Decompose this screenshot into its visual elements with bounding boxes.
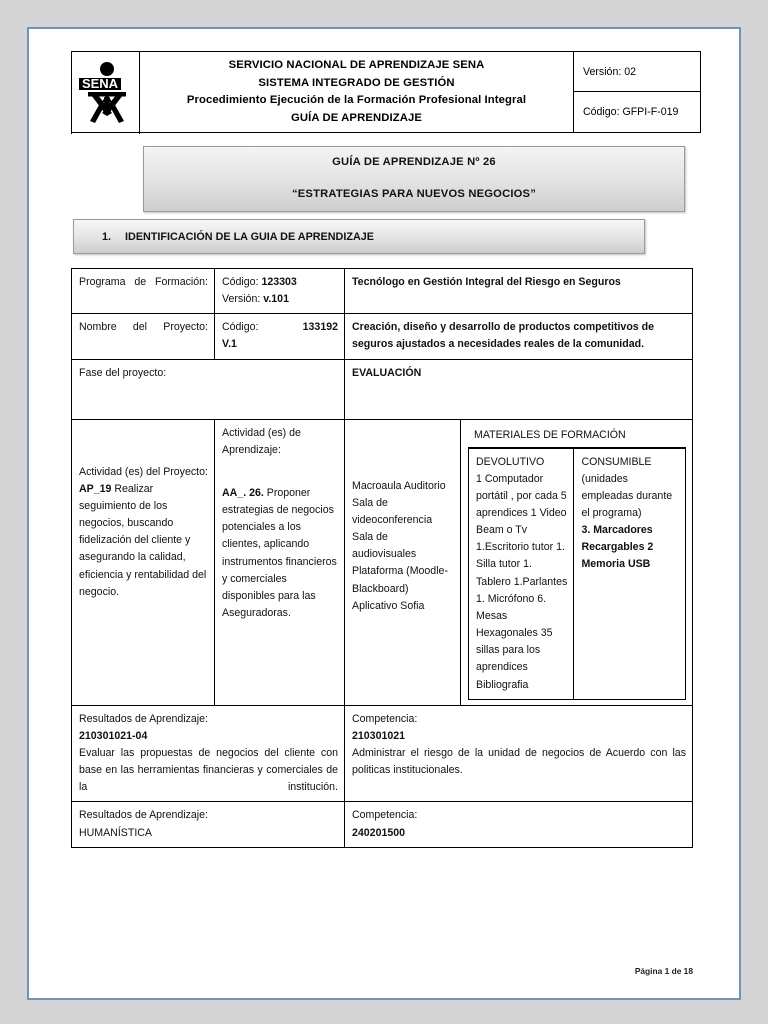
- logo-cell: [72, 52, 140, 133]
- competencia-1-cell: [345, 705, 693, 802]
- spacer: [222, 459, 338, 485]
- sena-logo-icon: [77, 61, 137, 123]
- resultados-2-cell: [72, 802, 345, 847]
- programa-codigo-line: [222, 274, 338, 291]
- identification-table: [71, 268, 693, 848]
- devolutivo-items: 1 Computador portátil , por cada 5 aprendices 1 Video Beam o Tv 1.Escritorio tutor 1. Silla tutor 1. Tablero 1.Parlantes 1. Micrófono 6. Mesas Hexagonales 35 sillas para los aprendices Bibliografia: [476, 472, 568, 691]
- actividad-proyecto-desc: Realizar seguimiento de los negocios, buscando fidelización del cliente y asegurando la calidad, eficiencia y rentabilidad del negocio.: [79, 482, 207, 598]
- proyecto-nombre-cell: Creación, diseño y desarrollo de productos competitivos de seguros ajustados a necesidades reales de la comunidad.: [345, 314, 693, 359]
- competencia-2-code: 240201500: [352, 826, 406, 839]
- resultados-2-value: HUMANÍSTICA: [79, 826, 152, 839]
- actividad-aprendizaje-code: AA_. 26.: [222, 486, 264, 499]
- document-body: [71, 51, 701, 848]
- materiales-subtable: [468, 448, 686, 700]
- actividad-proyecto-code: AP_19: [79, 482, 112, 495]
- devolutivo-header: DEVOLUTIVO: [476, 455, 545, 468]
- actividad-aprendizaje-text: [222, 485, 338, 622]
- section-header-box: [73, 219, 645, 254]
- fase-label-cell: Fase del proyecto:: [72, 359, 345, 419]
- table-row-resultados-1: [72, 705, 693, 802]
- section-number: 1.: [102, 231, 112, 243]
- consumible-cell: [574, 448, 686, 699]
- guide-title: GUÍA DE APRENDIZAJE Nº 26: [332, 156, 496, 168]
- materiales-cell: [461, 419, 693, 705]
- competencia-1-code: 210301021: [352, 729, 406, 742]
- competencia-2-cell: [345, 802, 693, 847]
- guide-title-box: [143, 146, 685, 212]
- programa-version-line: [222, 291, 338, 308]
- guide-subtitle: “ESTRATEGIAS PARA NUEVOS NEGOCIOS”: [291, 188, 537, 200]
- actividad-aprendizaje-cell: [215, 419, 345, 705]
- resultados-1-cell: [72, 705, 345, 802]
- svg-text:SENA: SENA: [81, 76, 119, 91]
- version-code-cell: [574, 52, 701, 133]
- actividad-proyecto-text: [79, 464, 208, 601]
- proyecto-label: Nombre del Proyecto:: [79, 321, 208, 334]
- section-label: IDENTIFICACIÓN DE LA GUIA DE APRENDIZAJE: [125, 231, 374, 243]
- table-row-programa: [72, 269, 693, 314]
- programa-version-label: Versión:: [222, 293, 264, 306]
- codigo-text: Código: GFPI-F-019: [583, 105, 679, 118]
- actividad-aprendizaje-label: Actividad (es) de Aprendizaje:: [222, 426, 301, 456]
- consumible-items: (unidades empleadas durante el programa): [581, 472, 673, 519]
- resultados-1-label: Resultados de Aprendizaje:: [79, 712, 208, 725]
- programa-codigo-cell: [215, 269, 345, 314]
- proyecto-label-cell: [72, 314, 215, 359]
- ambientes-cell: Macroaula Auditorio Sala de videoconferencia Sala de audiovisuales Plataforma (Moodle-Blackboard) Aplicativo Sofia: [345, 419, 461, 705]
- resultados-2-label: Resultados de Aprendizaje:: [79, 809, 208, 822]
- table-row-actividades: [72, 419, 693, 705]
- consumible-items-bold: 3. Marcadores Recargables 2 Memoria USB: [581, 524, 654, 571]
- actividad-proyecto-cell: [72, 419, 215, 705]
- header-title-line-1: SERVICIO NACIONAL DE APRENDIZAJE SENA: [228, 59, 485, 71]
- header-title-line-4: GUÍA DE APRENDIZAJE: [291, 111, 422, 124]
- actividad-aprendizaje-desc: Proponer estrategias de negocios potenciales a los clientes, aplicando instrumentos financieros y comerciales disponibles para las Aseguradoras.: [222, 486, 337, 620]
- devolutivo-cell: [469, 448, 574, 699]
- document-header-table: [71, 51, 701, 133]
- page-footer: Página 1 de 18: [634, 966, 693, 976]
- proyecto-codigo-label: Código:: [222, 321, 303, 334]
- table-row-resultados-2: [72, 802, 693, 847]
- table-row-fase: [72, 359, 693, 419]
- competencia-1-text: Administrar el riesgo de la unidad de negocios de Acuerdo con las politicas institucionales.: [352, 747, 686, 777]
- resultados-1-code: 210301021-04: [79, 729, 148, 742]
- proyecto-codigo-line: [222, 319, 338, 336]
- programa-label: Programa de Formación:: [79, 276, 208, 288]
- header-title-line-2: SISTEMA INTEGRADO DE GESTIÓN: [258, 76, 455, 89]
- fase-value-cell: EVALUACIÓN: [345, 359, 693, 419]
- programa-label-cell: [72, 269, 215, 314]
- table-row-proyecto: [72, 314, 693, 359]
- programa-codigo-value: 123303: [261, 276, 297, 288]
- version-text: Versión: 02: [574, 53, 700, 92]
- header-title-line-3: Procedimiento Ejecución de la Formación Profesional Integral: [186, 94, 527, 106]
- competencia-2-label: Competencia:: [352, 809, 418, 822]
- document-page: [27, 27, 741, 1000]
- header-title-cell: [140, 52, 574, 133]
- programa-codigo-label: Código:: [222, 276, 262, 288]
- proyecto-codigo-cell: [215, 314, 345, 359]
- consumible-header: CONSUMIBLE: [581, 455, 652, 468]
- proyecto-codigo-value: 133192: [302, 321, 338, 334]
- programa-version-value: v.101: [263, 293, 289, 306]
- resultados-1-text: Evaluar las propuestas de negocios del cliente con base en las herramientas financieras y comerciales de la institución.: [79, 747, 338, 794]
- actividad-proyecto-label: Actividad (es) del Proyecto:: [79, 465, 208, 478]
- competencia-1-label: Competencia:: [352, 712, 418, 725]
- proyecto-codigo-value2: V.1: [222, 338, 237, 351]
- materiales-header: MATERIALES DE FORMACIÓN: [468, 425, 686, 448]
- programa-nombre-cell: Tecnólogo en Gestión Integral del Riesgo en Seguros: [345, 269, 693, 314]
